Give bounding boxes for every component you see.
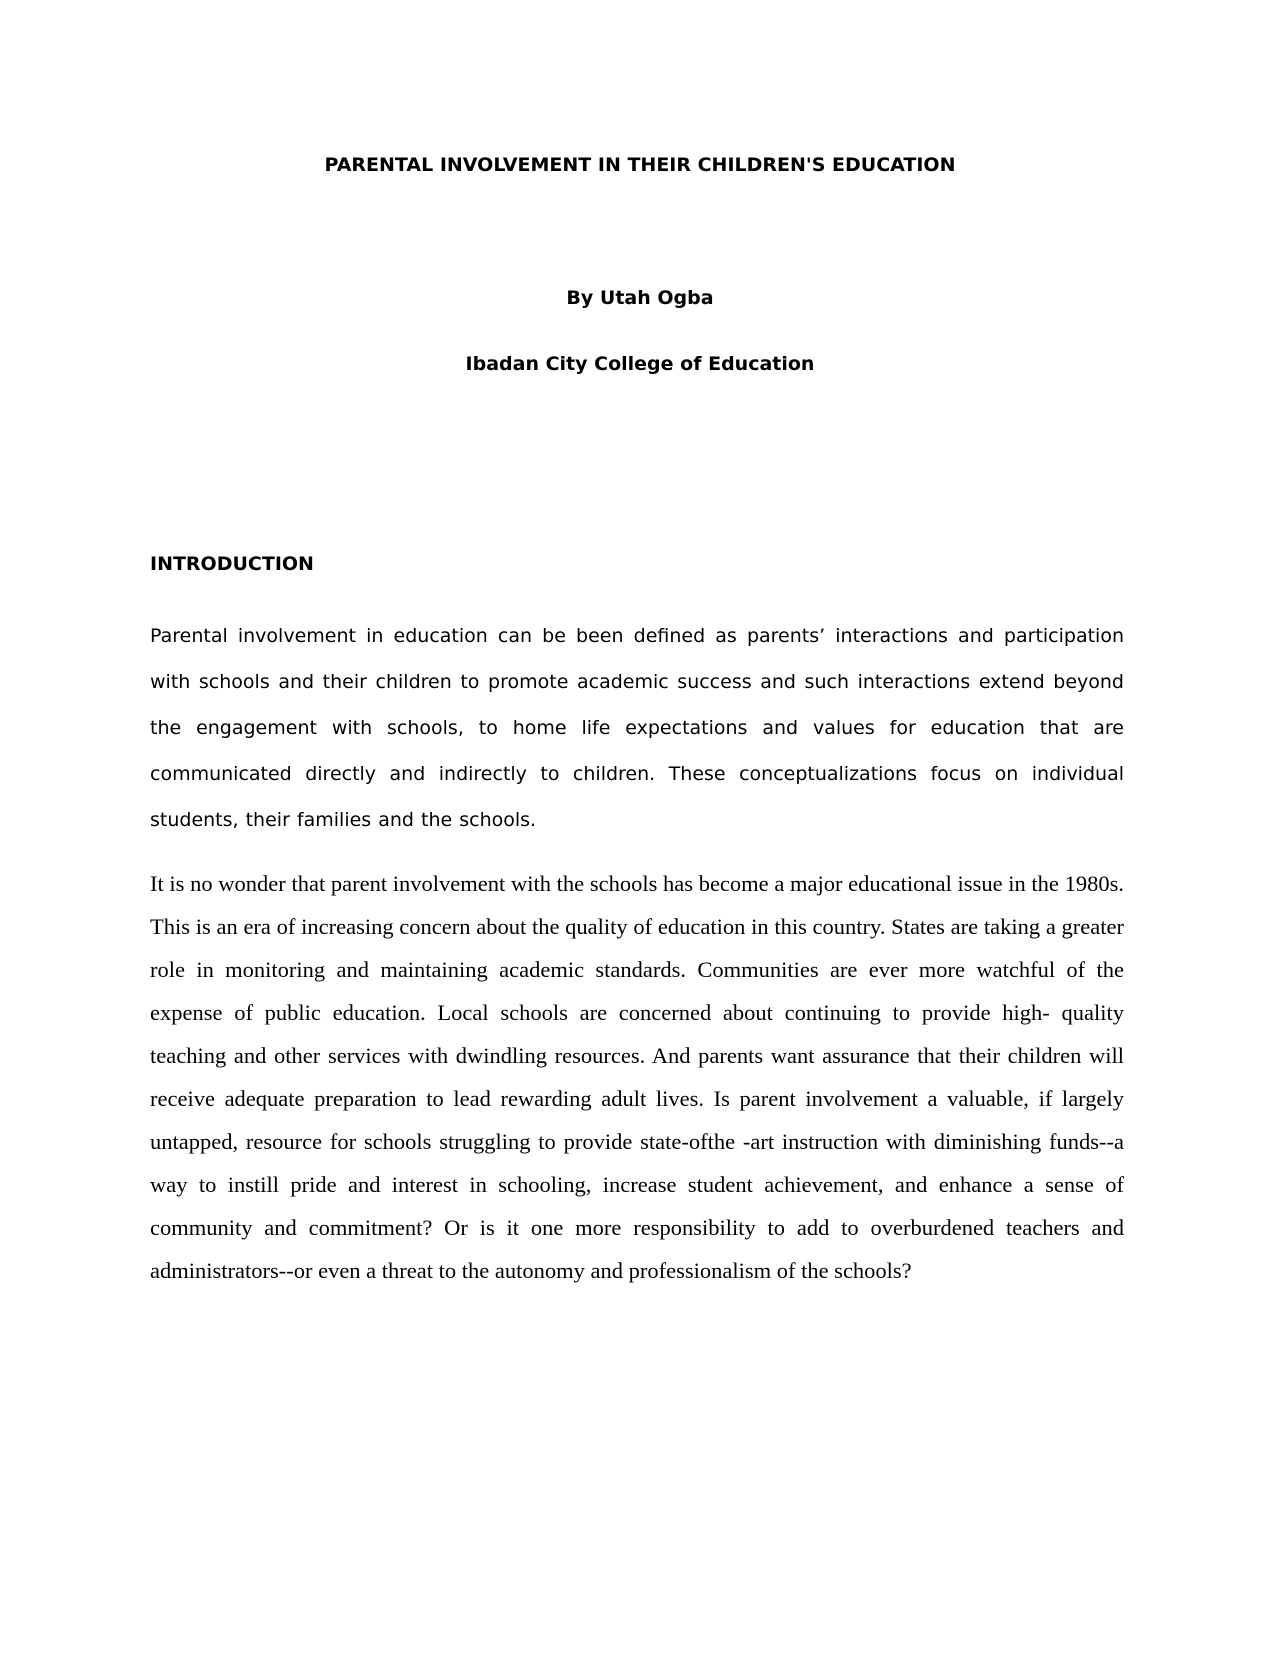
document-title: PARENTAL INVOLVEMENT IN THEIR CHILDREN'S EDUCATION: [324, 154, 956, 176]
section-heading-introduction: INTRODUCTION: [150, 553, 314, 575]
author-line: By Utah Ogba: [566, 287, 714, 309]
affiliation-line: Ibadan City College of Education: [465, 353, 815, 375]
intro-paragraph-1: Parental involvement in education can be been defined as parents’ interactions and participation with schools and their children to promote academic success and such interactions extend beyond the engagement with schools, to home life expectations and values for education that are communicated directly and indirectly to children. These conceptualizations focus on individual students, their families and the schools.: [150, 625, 1124, 831]
intro-paragraph-2: It is no wonder that parent involvement with the schools has become a major educational issue in the 1980s. This is an era of increasing concern about the quality of education in this country. States are taking a greater role in monitoring and maintaining academic standards. Communities are ever more watchful of the expense of public education. Local schools are concerned about continuing to provide high- quality teaching and other services with dwindling resources. And parents want assurance that their children will receive adequate preparation to lead rewarding adult lives. Is parent involvement a valuable, if largely untapped, resource for schools struggling to provide state-ofthe -art instruction with diminishing funds--a way to instill pride and interest in schooling, increase student achievement, and enhance a sense of community and commitment? Or is it one more responsibility to add to overburdened teachers and administrators--or even a threat to the autonomy and professionalism of the schools?: [150, 871, 1124, 1283]
